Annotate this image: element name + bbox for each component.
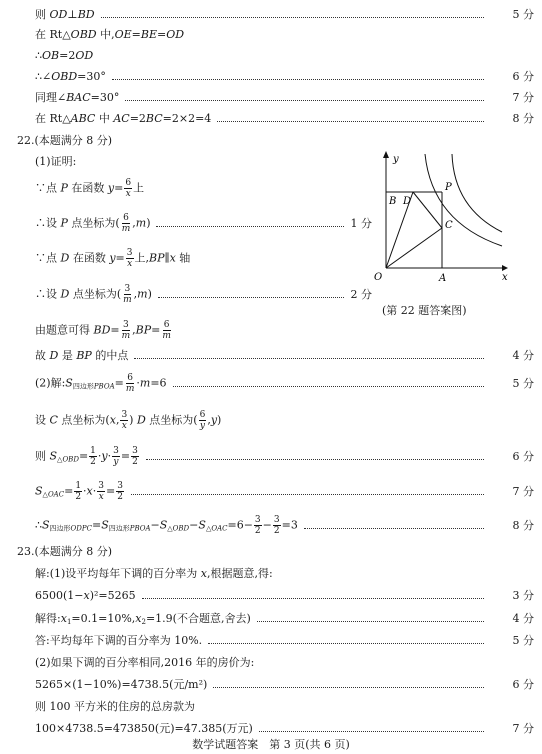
label-b: B	[389, 196, 397, 207]
score: 2 分	[350, 288, 372, 301]
label-d: D	[403, 196, 412, 207]
line-s-oac: $S_{\triangle OAC}=$ $\frac{1}{2}$ ·x· $\frac{3}{x}$ = $\frac{3}{2}$ 7 分	[0, 478, 542, 504]
line-p-coord: ∴设 P 点坐标为( $\frac{6}{m}$ ,m) 1 分	[35, 212, 372, 234]
problem-22-figure	[362, 148, 512, 298]
curve-y-6-over-x	[452, 154, 502, 232]
line-23-setup: 解:(1)设平均每年下调的百分率为 x,根据题意,得:	[35, 567, 273, 580]
line-s-odpc: $\therefore S_{四边形ODPC}=S_{四边形PBOA}-S_{\triangle OBD}-S_{\triangle OAC}=6-$ $\frac{3}{2}$ − $\frac{3}{2}$ =3 8 分	[0, 512, 542, 538]
line-23-answer: 答:平均每年下调的百分率为 10%. 5 分	[0, 631, 542, 649]
problem-22-heading: 22.(本题满分 8 分)	[17, 134, 113, 147]
score: 7 分	[512, 722, 534, 735]
label-a: A	[439, 273, 447, 284]
line-23-total: 100×4738.5=473850(元)=47.385(万元) 7 分	[0, 719, 542, 737]
score: 8 分	[512, 519, 534, 532]
line-6: 在 Rt△ABC 中 AC=2BC=2×2=4 8 分	[0, 109, 542, 127]
line-23-part2: (2)如果下调的百分率相同,2016 年的房价为:	[35, 656, 255, 669]
score: 4 分	[512, 349, 534, 362]
score: 7 分	[512, 485, 534, 498]
line-d-coord: ∴设 D 点坐标为( $\frac{3}{m}$ ,m) 2 分	[35, 283, 372, 305]
score: 1 分	[350, 217, 372, 230]
score: 3 分	[512, 589, 534, 602]
score: 5 分	[512, 8, 534, 21]
score: 6 分	[512, 70, 534, 83]
line-midpoint: 故 D 是 BP 的中点 4 分	[0, 346, 542, 364]
label-o: O	[374, 272, 383, 283]
line-3: ∴OB=2OD	[35, 48, 94, 62]
score: 7 分	[512, 91, 534, 104]
problem-23-heading: 23.(本题满分 8 分)	[17, 545, 113, 558]
label-c: C	[445, 220, 453, 231]
score: 8 分	[512, 112, 534, 125]
label-y: y	[393, 154, 399, 165]
page-footer: 数学试题答案 第 3 页(共 6 页)	[192, 738, 350, 751]
score: 6 分	[512, 678, 534, 691]
line-bd-bp: 由题意可得 BD= $\frac{3}{m}$ ,BP= $\frac{6}{m}$	[35, 319, 171, 341]
line-23-price: 5265×(1−10%)=4738.5(元/m²) 6 分	[0, 675, 542, 693]
label-p: P	[445, 182, 452, 193]
line-2: 在 Rt△OBD 中,OE=BE=OD	[35, 28, 185, 41]
line-proof: (1)证明:	[35, 155, 77, 168]
segment-dc	[413, 192, 442, 228]
y-axis-arrow	[383, 151, 389, 158]
figure-caption: (第 22 题答案图)	[382, 304, 467, 317]
text: 则 OD⊥BD	[35, 8, 95, 21]
x-axis-arrow	[502, 265, 508, 271]
segment-oc	[386, 228, 442, 268]
line-23-equation: 6500(1−x)²=5265 3 分	[0, 586, 542, 604]
leader	[101, 17, 484, 18]
line-p-func: ∵点 P 在函数 y= $\frac{6}{x}$ 上	[35, 177, 145, 199]
line-cd-coords: 设 C 点坐标为(x, $\frac{3}{x}$ ) D 点坐标为( $\frac{6}{y}$ ,y)	[35, 409, 222, 431]
line-1	[0, 5, 542, 23]
line-23-total-intro: 则 100 平方米的住房的总房款为	[35, 700, 195, 713]
line-5: 同理∠BAC=30° 7 分	[0, 88, 542, 106]
label-x: x	[502, 272, 508, 283]
line-23-solve: 解得$:x_1=0.1=10\%,x_2=1.9$(不合题意,舍去) 4 分	[0, 609, 542, 627]
score: 4 分	[512, 612, 534, 625]
score: 5 分	[512, 634, 534, 647]
line-4: ∴∠OBD=30° 6 分	[0, 67, 542, 85]
score: 6 分	[512, 450, 534, 463]
line-area-pboa: (2)解$:S_{四边形PBOA}=$ $\frac{6}{m}$ ·m=6 5 分	[0, 371, 542, 395]
line-s-obd: 则 $S_{\triangle OBD}=$ $\frac{1}{2}$ ·y· $\frac{3}{y}$ = $\frac{3}{2}$ 6 分	[0, 443, 542, 469]
line-d-func: ∵点 D 在函数 y= $\frac{3}{x}$ 上,BP∥x 轴	[35, 247, 191, 269]
score: 5 分	[512, 377, 534, 390]
